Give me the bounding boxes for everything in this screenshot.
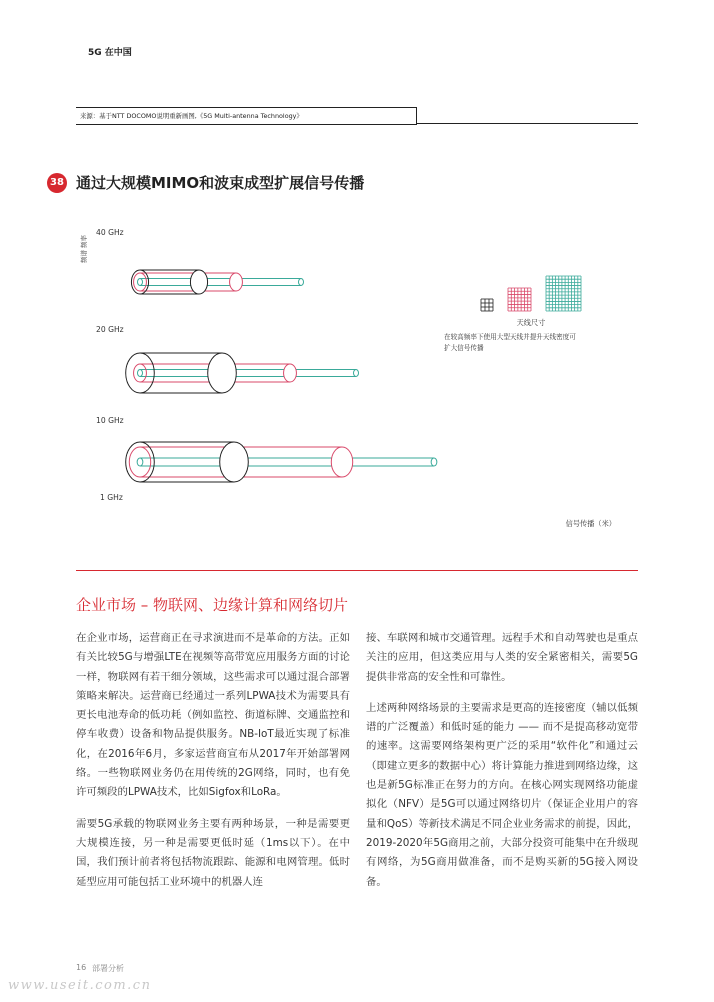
running-header: 5G 在中国 (88, 48, 132, 58)
legend-note-line1: 在较高频率下使用大型天线并提升天线密度可 (444, 333, 576, 341)
legend-note-line2: 扩大信号传播 (444, 344, 484, 352)
figure-title: 通过大规模MIMO和波束成型扩展信号传播 (76, 174, 365, 192)
y-tick-label: 10 GHz (96, 416, 124, 425)
paragraph: 需要5G承载的物联网业务主要有两种场景，一种是需要更大规模连接，另一种是需要更低时延（1ms以下）。在中国，我们预计前者将包括物流跟踪、能源和电网管理。低时延型应用可能包括工业环境中的机器人连 (76, 817, 350, 888)
antenna-grid-small (481, 299, 493, 311)
antenna-grid-medium (508, 288, 531, 311)
y-tick-label: 1 GHz (100, 493, 123, 502)
footer-label: 部署分析 (92, 964, 124, 973)
antenna-size-label: 天线尺寸 (516, 318, 546, 327)
right-column (366, 629, 638, 904)
signal-propagation-diagram (76, 215, 638, 535)
paragraph: 在企业市场，运营商正在寻求演进而不是革命的方法。正如有关比较5G与增强LTE在视频等高带宽应用服务方面的讨论一样，物联网有若干细分领域，这些需求可以通过混合部署策略来解决。运营商已经通过一系列LPWA技术为需要具有更长电池寿命的低功耗（例如监控、街道标牌、交通监控和停车收费）设备和物品提供服务。NB-IoT最近实现了标准化，在2016年6月，多家运营商宣布从2017年开始部署网络。一些物联网业务仍在用传统的2G网络，同时，也有免许可频段的LPWA技术，比如Sigfox和LoRa。 (76, 632, 350, 799)
propagation-cylinder-large (138, 370, 359, 377)
figure-number-badge: 38 (47, 173, 67, 193)
page-number: 16 (76, 963, 87, 972)
section-title: 企业市场 – 物联网、边缘计算和网络切片 (76, 596, 349, 614)
section-divider (76, 570, 638, 571)
watermark: www.useit.com.cn (8, 978, 152, 993)
y-axis-label: 频谱 频率 (80, 234, 88, 264)
antenna-grid-large (546, 276, 581, 311)
left-column (76, 629, 350, 904)
x-axis-label: 信号传播（米） (565, 519, 616, 528)
y-tick-label: 40 GHz (96, 228, 124, 237)
figure-source: 来源：基于NTT DOCOMO说明重新画图,《5G Multi-antenna Technology》 (80, 112, 303, 120)
propagation-cylinder-large (138, 279, 304, 286)
y-tick-label: 20 GHz (96, 325, 124, 334)
paragraph: 上述两种网络场景的主要需求是更高的连接密度（辅以低频谱的广泛覆盖）和低时延的能力 —— 而不是提高移动宽带的速率。这需要网络架构更广泛的采用“软件化”和通过云（即建立更多的数据中心）将计算能力推进到网络边缘，这也是新5G标准正在努力的方向。在核心网实现网络功能虚拟化（NFV）是5G可以通过网络切片（保证企业用户的容量和QoS）等新技术满足不同企业业务需求的前提，因此，2019-2020年5G商用之前，大部分投资可能集中在升级现有网络，为5G商用做准备，而不是购买新的5G接入网设备。 (366, 701, 638, 888)
propagation-cylinder-mid (134, 273, 243, 291)
propagation-cylinder-large (137, 458, 437, 466)
source-divider (416, 123, 638, 124)
paragraph: 接、车联网和城市交通管理。远程手术和自动驾驶也是重点关注的应用，但这类应用与人类的安全紧密相关，需要5G提供非常高的安全性和可靠性。 (366, 632, 638, 683)
